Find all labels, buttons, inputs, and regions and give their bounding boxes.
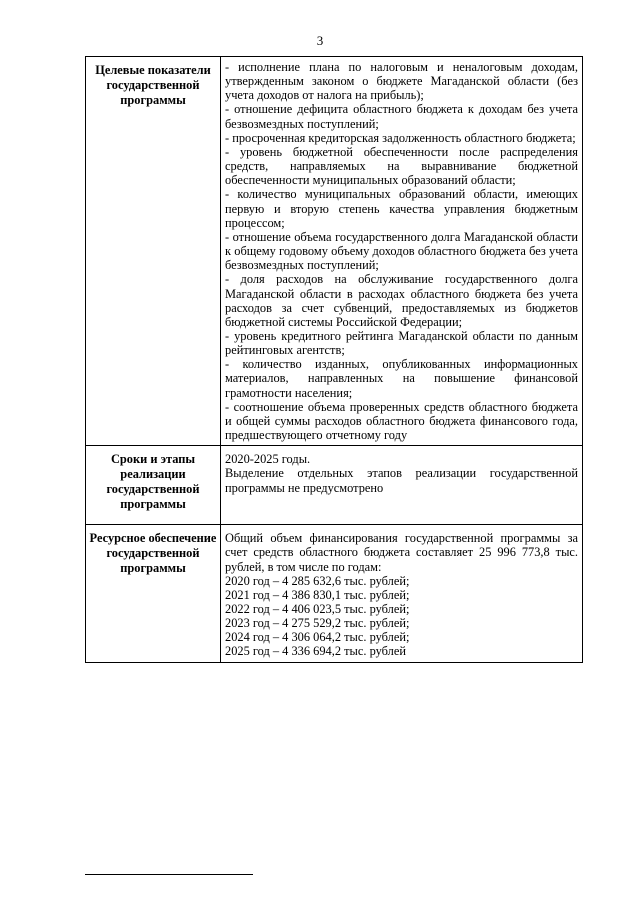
indicator-item: - отношение объема государственного долга Магаданской области к общему годовому объему доходов областного бюджета без учета безвозмездных поступлений; <box>225 229 578 273</box>
table-row-target-indicators <box>86 57 583 446</box>
row-content-resources <box>221 525 583 662</box>
timeline-years: 2020-2025 годы. <box>225 452 311 467</box>
indicator-item: - доля расходов на обслуживание государственного долга Магаданской области в расходах областного бюджета без учета расходов за счет субвенций, предоставляемых из бюджетов бюджетной системы Российской Федерации; <box>225 272 578 329</box>
indicator-item: - уровень бюджетной обеспеченности после распределения средств, направляемых на выравнивание бюджетной обеспеченности муниципальных образований области; <box>225 144 578 188</box>
row-label-timeline: Сроки и этапы реализации государственной программы <box>86 446 221 525</box>
row-content-timeline <box>221 446 583 525</box>
row-label-target-indicators: Целевые показатели государственной программы <box>86 57 221 446</box>
indicator-item: - количество изданных, опубликованных информационных материалов, направленных на повышение финансовой грамотности населения; <box>225 357 578 400</box>
funding-year: 2020 год – 4 285 632,6 тыс. рублей; <box>225 573 410 588</box>
indicator-item: - количество муниципальных образований области, имеющих первую и вторую степень качества управления бюджетным процессом; <box>225 187 578 230</box>
passport-table <box>85 56 583 663</box>
indicator-item: - исполнение плана по налоговым и неналоговым доходам, утвержденным законом о бюджете Магаданской области (без учета доходов от налога на прибыль); <box>225 60 578 103</box>
row-content-target-indicators <box>221 57 583 446</box>
indicator-item: - соотношение объема проверенных средств областного бюджета и общей суммы расходов областного бюджета финансового года, предшествующего отчетному году <box>225 399 578 443</box>
footer-rule <box>85 874 253 875</box>
table-row-resources <box>86 525 583 662</box>
table-row-timeline <box>86 446 583 525</box>
timeline-stages: Выделение отдельных этапов реализации государственной программы не предусмотрено <box>225 466 578 495</box>
row-label-resources: Ресурсное обеспечение государственной программы <box>86 525 221 662</box>
indicator-item: - уровень кредитного рейтинга Магаданской области по данным рейтинговых агентств; <box>225 328 578 358</box>
page-number: 3 <box>316 33 324 48</box>
funding-year: 2022 год – 4 406 023,5 тыс. рублей; <box>225 602 410 616</box>
funding-year: 2021 год – 4 386 830,1 тыс. рублей; <box>225 587 410 602</box>
indicator-item: - просроченная кредиторская задолженность областного бюджета; <box>225 130 576 145</box>
funding-year: 2023 год – 4 275 529,2 тыс. рублей; <box>225 616 410 631</box>
funding-year: 2024 год – 4 306 064,2 тыс. рублей; <box>225 630 410 645</box>
funding-intro: Общий объем финансирования государственной программы за счет средств областного бюджета составляет 25 996 773,8 тыс. рублей, в том числе по годам: <box>225 531 578 574</box>
indicator-item: - отношение дефицита областного бюджета к доходам без учета безвозмездных поступлений; <box>225 102 578 131</box>
funding-year: 2025 год – 4 336 694,2 тыс. рублей <box>225 644 406 659</box>
